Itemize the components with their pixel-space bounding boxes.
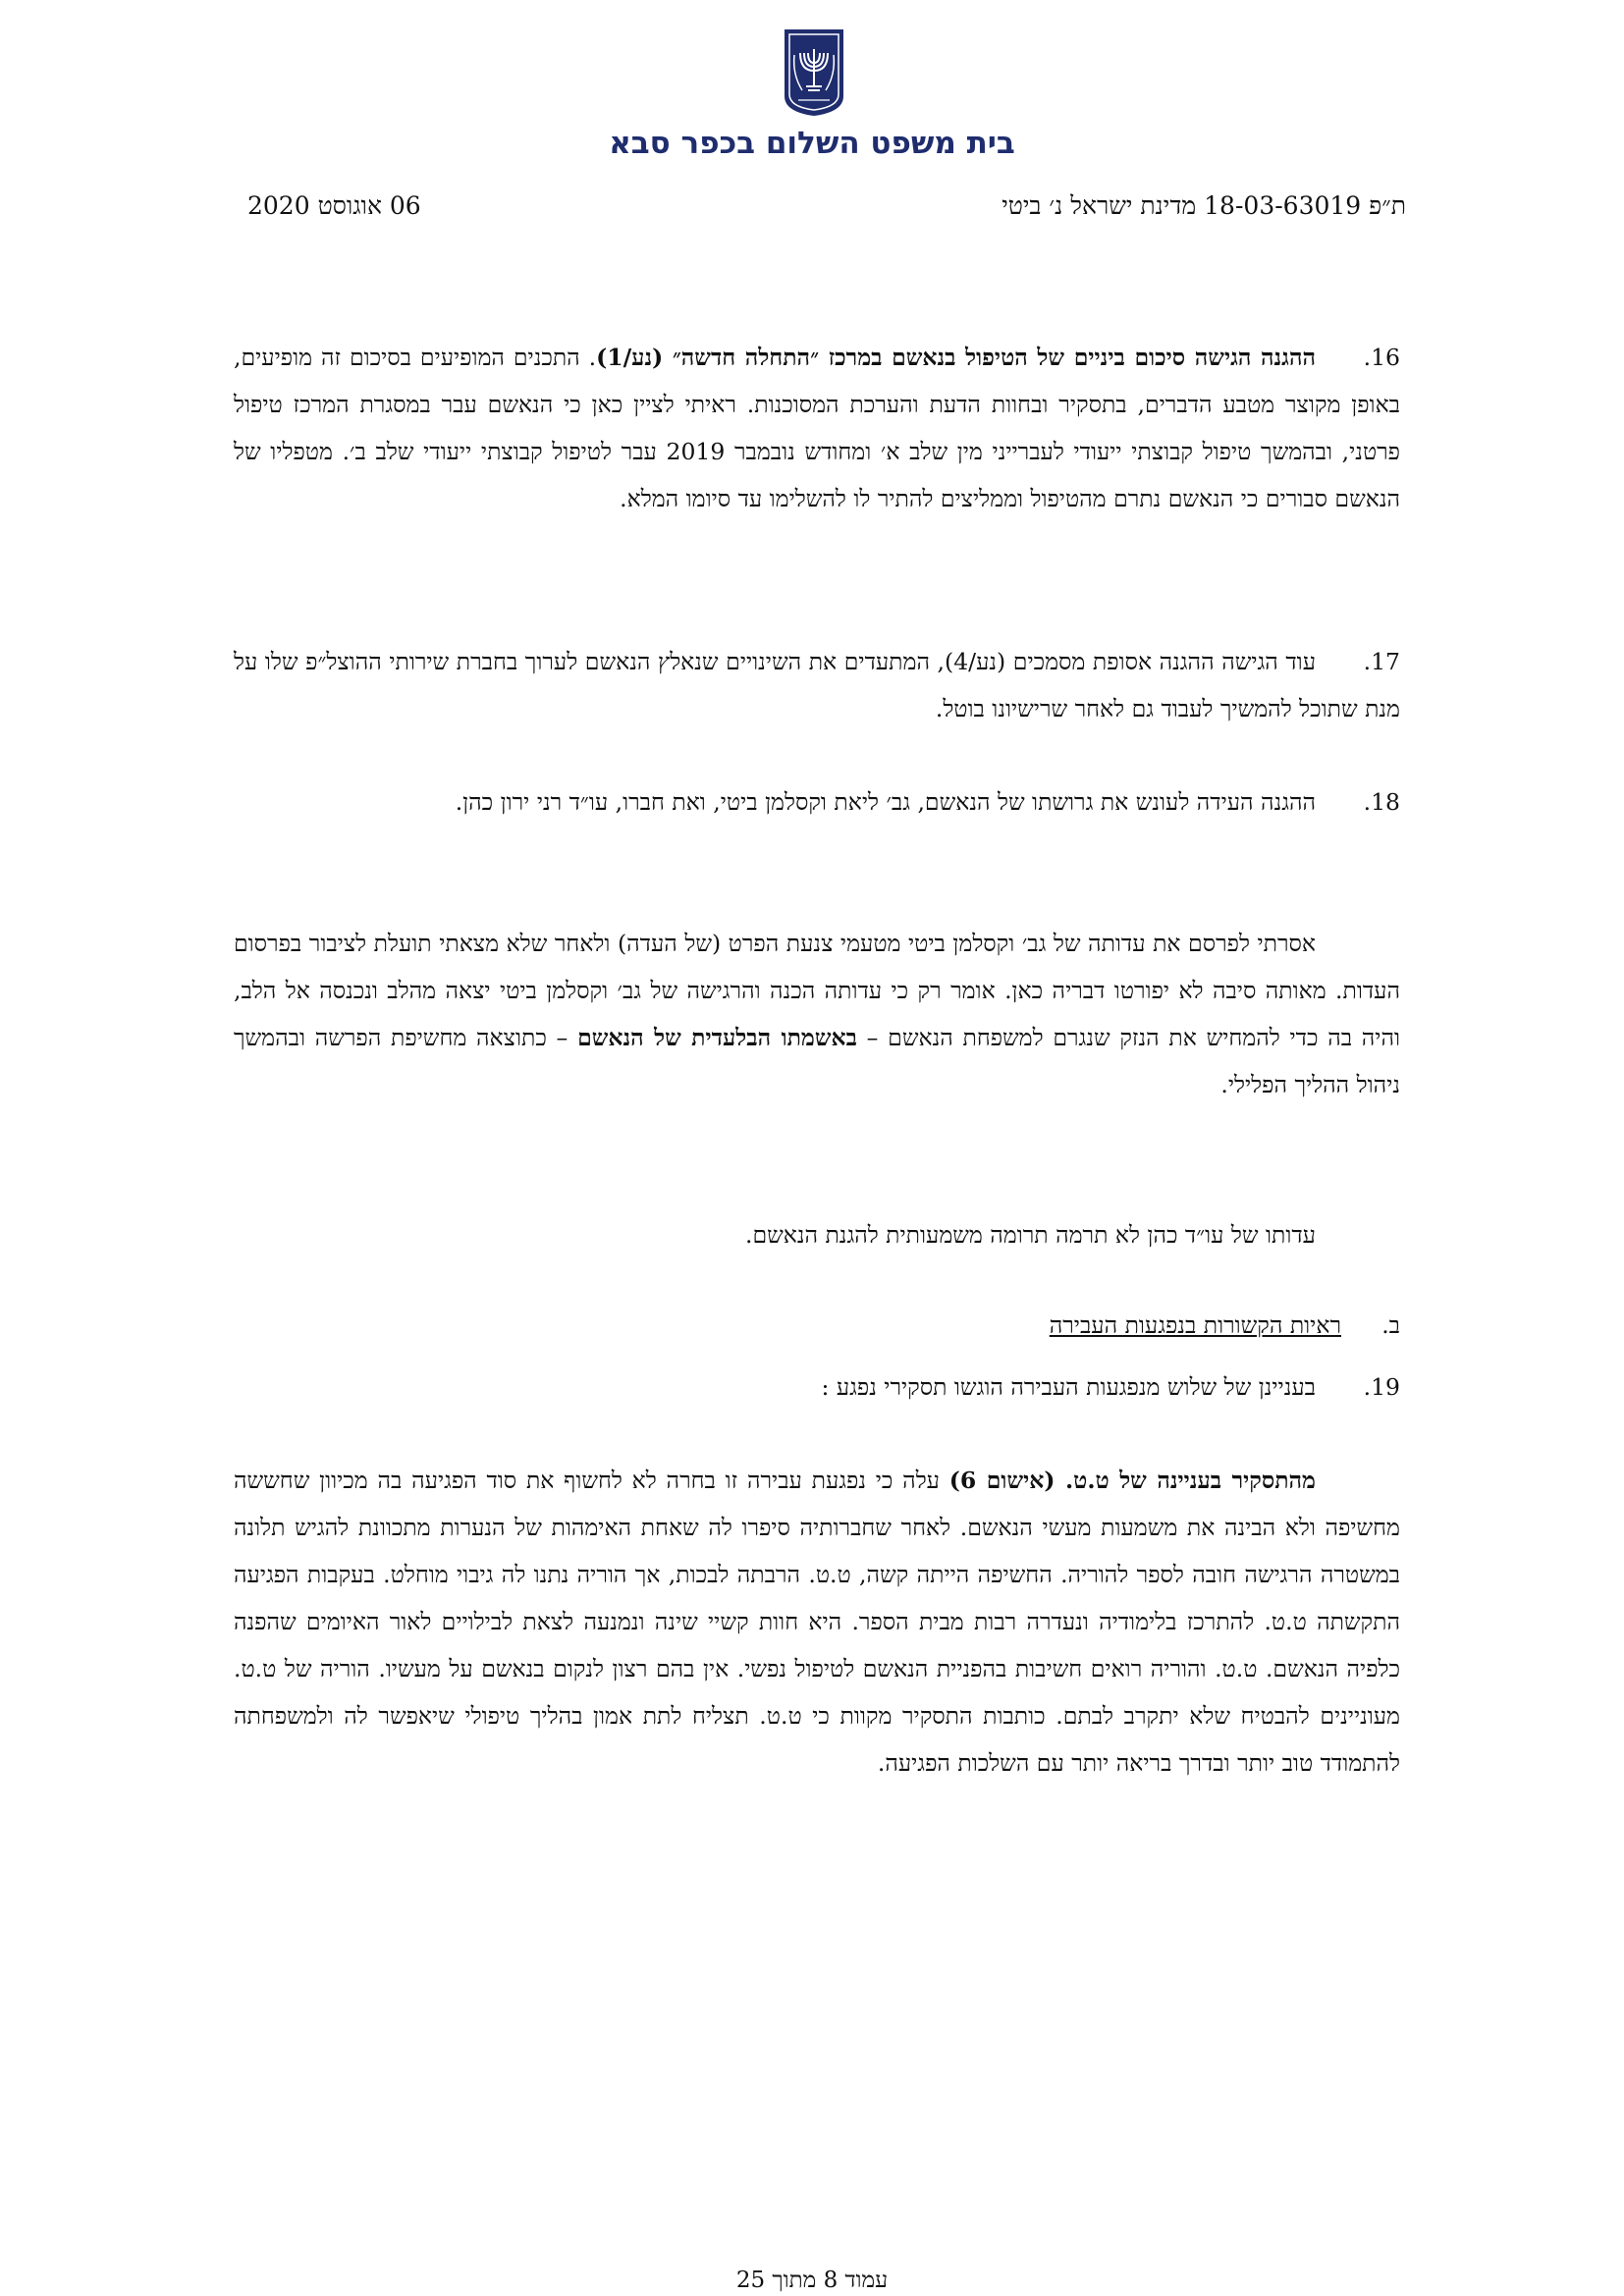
paragraph-text: אסרתי לפרסם את עדותה של גב׳ וקסלמן ביטי מטעמי צנעת הפרט (של העדה) ולאחר שלא מצאתי תועלת לציבור בפרסום העדות. מאותה סיבה לא יפורטו דבריה כאן. אומר רק כי עדותה הכנה והרגישה של גב׳ וקסלמן ביטי יצאה מהלב ונכנסה אל הלב, והיה בה כדי להמחיש את הנזק שנגרם למשפחת הנאשם – <box>234 930 1400 1051</box>
section-b-heading <box>234 1311 1400 1340</box>
paragraph-number: 18. <box>1363 788 1400 816</box>
victim-report-paragraph <box>234 1457 1400 1787</box>
paragraph-text: עלה כי נפגעת עבירה זו בחרה לא לחשוף את סוד הפגיעה בה מכיוון שחששה מחשיפה ולא הבינה את משמעות מעשי הנאשם. לאחר שחברותיה סיפרו לה שאחת האימהות של הנערות מתכוונת להגיש תלונה במשטרה הרגישה חובה לספר להוריה. החשיפה הייתה קשה, ט.ט. הרבתה לבכות, אך הוריה נתנו לה גיבוי מוחלט. בעקבות הפגיעה התקשתה ט.ט. להתרכז בלימודיה ונעדרה רבות מבית הספר. היא חוות קשיי שינה ונמנעה לצאת לבילויים לאור האיומים שהפנה כלפיה הנאשם. ט.ט. והוריה רואים חשיבות בהפניית הנאשם לטיפול נפשי. אין בהם רצון לנקום בנאשם על מעשיו. הוריה של ט.ט. מעוניינים להבטיח שלא יתקרב לבתם. כותבות התסקיר מקוות כי ט.ט. תצליח לתת אמון בהליך טיפולי שיאפשר לה ולמשפחתה להתמודד טוב יותר ובדרך בריאה יותר עם השלכות הפגיעה. <box>234 1467 1400 1777</box>
state-emblem-icon <box>781 26 847 118</box>
paragraph-number: 16. <box>1363 344 1400 371</box>
paragraph-bold-lead: ההגנה הגישה סיכום ביניים של הטיפול בנאשם במרכז ״התחלה חדשה״ (נע/1) <box>596 344 1316 371</box>
paragraph-text: עוד הגישה ההגנה אסופת מסמכים (נע/4), המתעדים את השינויים שנאלץ הנאשם לערוך בחברת שירותי ההוצל״פ שלו על מנת שתוכל להמשיך לעבוד גם לאחר שרישיונו בוטל. <box>234 648 1400 722</box>
paragraph-text-end: – כתוצאה מחשיפת הפרשה ובהמשך ניהול ההליך הפלילי. <box>234 1024 1400 1098</box>
paragraph-text: ההגנה העידה לעונש את גרושתו של הנאשם, גב׳ ליאת וקסלמן ביטי, ואת חברו, עו״ד רני ירון כהן. <box>455 788 1316 816</box>
paragraph-18 <box>234 778 1400 826</box>
paragraph-text: בעניינן של שלוש מנפגעות העבירה הוגשו תסקירי נפגע : <box>821 1373 1316 1401</box>
paragraph-text: עדותו של עו״ד כהן לא תרמה תרומה משמעותית להגנת הנאשם. <box>744 1221 1316 1249</box>
case-number: ת״פ 18-03-63019 מדינת ישראל נ׳ ביטי <box>1001 191 1406 220</box>
paragraph-text: . התכנים המופיעים בסיכום זה מופיעים, באופן מקוצר מטבע הדברים, בתסקיר ובחוות הדעת והערכת המסוכנות. ראיתי לציין כאן כי הנאשם עבר במסגרת המרכז טיפול פרטני, ובהמשך טיפול קבוצתי ייעודי לעברייני מין שלב א׳ ומחודש נובמבר 2019 עבר לטיפול קבוצתי ייעודי שלב ב׳. מטפליו של הנאשם סבורים כי הנאשם נתרם מהטיפול וממליצים להתיר לו להשלימו עד סיומו המלא. <box>234 344 1400 512</box>
section-letter: ב. <box>1381 1311 1400 1339</box>
court-name: בית משפט השלום בכפר סבא <box>609 126 1015 161</box>
document-date: 06 אוגוסט 2020 <box>247 191 421 220</box>
cohen-testimony-paragraph <box>234 1211 1400 1258</box>
section-title: ראיות הקשורות בנפגעות העבירה <box>1049 1311 1341 1339</box>
paragraph-number: 19. <box>1363 1373 1400 1401</box>
paragraph-number: 17. <box>1363 648 1400 675</box>
paragraph-bold-lead: מהתסקיר בעניינה של ט.ט. (אישום 6) <box>948 1467 1316 1494</box>
paragraph-16 <box>234 334 1400 522</box>
paragraph-17 <box>234 638 1400 732</box>
paragraph-bold-phrase: באשמתו הבלעדית של הנאשם <box>577 1024 857 1051</box>
testimony-paragraph <box>234 920 1400 1108</box>
paragraph-19 <box>234 1363 1400 1411</box>
page-number: עמוד 8 מתוך 25 <box>735 2268 889 2293</box>
